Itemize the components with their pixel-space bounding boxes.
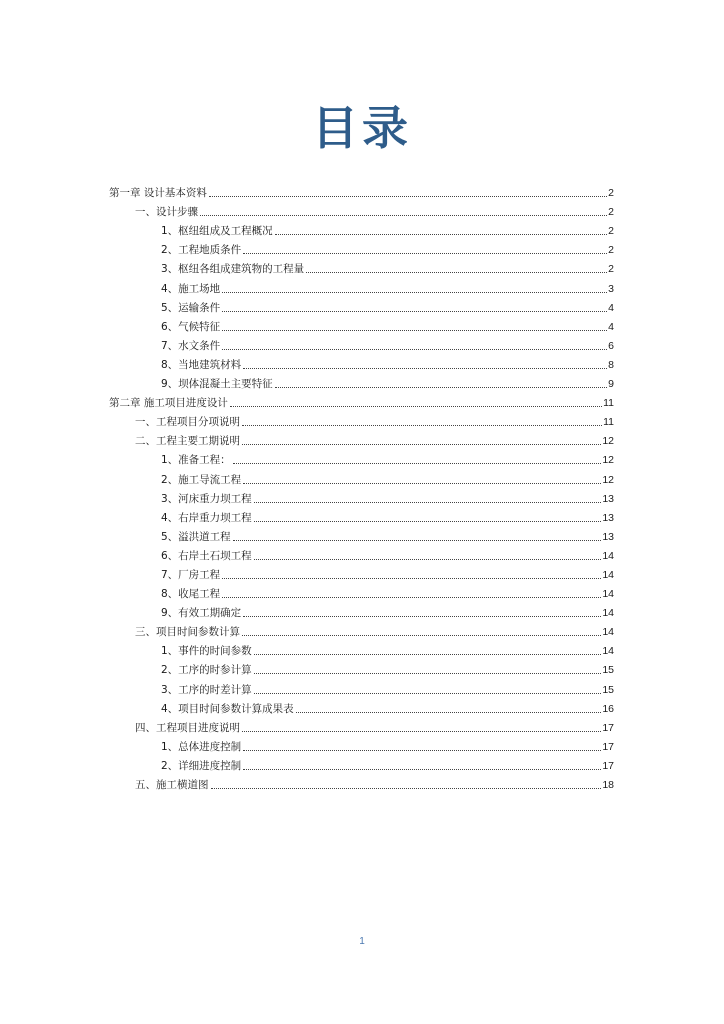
toc-entry-page: 3: [608, 282, 614, 295]
dot-leader: [243, 252, 607, 254]
toc-entry-page: 15: [602, 683, 614, 696]
toc-entry-page: 14: [602, 607, 614, 620]
toc-entry[interactable]: [109, 257, 614, 276]
toc-entry[interactable]: [109, 582, 614, 601]
toc-entry[interactable]: [109, 620, 614, 639]
dot-leader: [200, 214, 607, 216]
dot-leader: [254, 653, 602, 655]
toc-entry-label: 2、详细进度控制: [161, 759, 242, 772]
toc-entry[interactable]: [109, 544, 614, 563]
dot-leader: [275, 233, 607, 235]
toc-entry-label: 7、厂房工程: [161, 568, 221, 581]
toc-entry[interactable]: [109, 697, 614, 716]
toc-entry[interactable]: [109, 200, 614, 219]
toc-entry[interactable]: [109, 601, 614, 620]
toc-entry[interactable]: [109, 181, 614, 200]
dot-leader: [222, 291, 607, 293]
toc-entry-page: 14: [602, 549, 614, 562]
toc-entry-page: 13: [602, 530, 614, 543]
toc-entry-page: 13: [602, 511, 614, 524]
toc-entry-label: 三、项目时间参数计算: [135, 626, 240, 639]
toc-entry-label: 一、工程项目分项说明: [135, 416, 240, 429]
dot-leader: [243, 367, 607, 369]
toc-entry-label: 第一章 设计基本资料: [109, 187, 207, 200]
dot-leader: [242, 634, 601, 636]
toc-entry[interactable]: [109, 467, 614, 486]
dot-leader: [275, 386, 607, 388]
toc-entry-page: 12: [602, 473, 614, 486]
toc-entry[interactable]: [109, 716, 614, 735]
dot-leader: [242, 443, 601, 445]
dot-leader: [254, 672, 602, 674]
toc-entry-label: 7、水文条件: [161, 339, 221, 352]
toc-entry[interactable]: [109, 487, 614, 506]
toc-entry-page: 15: [602, 664, 614, 677]
toc-entry[interactable]: [109, 276, 614, 295]
toc-entry-page: 2: [608, 206, 614, 219]
toc-entry-label: 5、运输条件: [161, 301, 221, 314]
toc-entry-label: 6、气候特征: [161, 320, 221, 333]
toc-entry-label: 2、工序的时参计算: [161, 664, 252, 677]
toc-entry-label: 9、坝体混凝土主要特征: [161, 378, 273, 391]
toc-entry[interactable]: [109, 353, 614, 372]
toc-entry[interactable]: [109, 773, 614, 792]
toc-entry-page: 2: [608, 225, 614, 238]
toc-entry-page: 14: [602, 645, 614, 658]
table-of-contents: [109, 181, 614, 792]
toc-entry[interactable]: [109, 429, 614, 448]
toc-entry[interactable]: [109, 506, 614, 525]
dot-leader: [222, 577, 601, 579]
dot-leader: [233, 539, 602, 541]
toc-entry-label: 5、溢洪道工程: [161, 530, 231, 543]
dot-leader: [233, 462, 602, 464]
toc-entry-label: 1、事件的时间参数: [161, 645, 252, 658]
toc-entry-label: 四、工程项目进度说明: [135, 721, 240, 734]
toc-entry[interactable]: [109, 639, 614, 658]
toc-entry-page: 2: [608, 263, 614, 276]
toc-entry-label: 3、河床重力坝工程: [161, 492, 252, 505]
dot-leader: [254, 692, 602, 694]
toc-entry-label: 4、右岸重力坝工程: [161, 511, 252, 524]
toc-entry-label: 2、工程地质条件: [161, 244, 242, 257]
dot-leader: [230, 405, 602, 407]
dot-leader: [254, 520, 602, 522]
dot-leader: [222, 596, 601, 598]
toc-entry-label: 2、施工导流工程: [161, 473, 242, 486]
toc-entry[interactable]: [109, 410, 614, 429]
toc-entry-label: 二、工程主要工期说明: [135, 435, 240, 448]
toc-entry[interactable]: [109, 448, 614, 467]
toc-entry-label: 一、设计步骤: [135, 206, 198, 219]
dot-leader: [222, 348, 607, 350]
toc-entry-page: 17: [602, 740, 614, 753]
dot-leader: [222, 310, 607, 312]
dot-leader: [306, 271, 607, 273]
toc-entry-label: 第二章 施工项目进度设计: [109, 397, 228, 410]
page-number: 1: [359, 936, 365, 947]
toc-entry[interactable]: [109, 677, 614, 696]
toc-entry-page: 12: [602, 454, 614, 467]
toc-entry-page: 18: [602, 779, 614, 791]
dot-leader: [243, 768, 601, 770]
toc-entry-label: 五、施工横道图: [135, 779, 209, 791]
dot-leader: [242, 730, 601, 732]
toc-entry-page: 4: [608, 320, 614, 333]
dot-leader: [243, 482, 601, 484]
toc-entry[interactable]: [109, 238, 614, 257]
dot-leader: [254, 558, 602, 560]
toc-entry-page: 12: [602, 435, 614, 448]
toc-entry[interactable]: [109, 315, 614, 334]
toc-entry[interactable]: [109, 754, 614, 773]
toc-entry-label: 3、枢纽各组成建筑物的工程量: [161, 263, 305, 276]
toc-entry-page: 6: [608, 339, 614, 352]
toc-entry-label: 6、右岸土石坝工程: [161, 549, 252, 562]
toc-entry-page: 14: [602, 588, 614, 601]
toc-entry-page: 11: [603, 397, 614, 410]
toc-entry[interactable]: [109, 334, 614, 353]
toc-entry-label: 4、施工场地: [161, 282, 221, 295]
toc-entry-page: 4: [608, 301, 614, 314]
dot-leader: [211, 787, 602, 789]
toc-entry[interactable]: [109, 372, 614, 391]
dot-leader: [243, 615, 601, 617]
toc-entry-label: 1、准备工程：: [161, 454, 231, 467]
dot-leader: [222, 329, 607, 331]
toc-entry[interactable]: [109, 563, 614, 582]
toc-entry-label: 4、项目时间参数计算成果表: [161, 702, 294, 715]
dot-leader: [243, 749, 601, 751]
toc-entry-label: 1、枢纽组成及工程概况: [161, 225, 273, 238]
toc-entry-label: 3、工序的时差计算: [161, 683, 252, 696]
toc-entry[interactable]: [109, 658, 614, 677]
toc-entry-label: 1、总体进度控制: [161, 740, 242, 753]
toc-entry-page: 2: [608, 187, 614, 200]
dot-leader: [296, 711, 602, 713]
page-title: 目录: [312, 101, 412, 155]
toc-entry[interactable]: [109, 391, 614, 410]
toc-entry-page: 9: [608, 378, 614, 391]
toc-entry-label: 8、当地建筑材料: [161, 358, 242, 371]
dot-leader: [254, 501, 602, 503]
toc-entry-label: 8、收尾工程: [161, 588, 221, 601]
dot-leader: [242, 424, 602, 426]
toc-entry-page: 14: [602, 568, 614, 581]
toc-entry[interactable]: [109, 525, 614, 544]
toc-entry-page: 17: [602, 759, 614, 772]
toc-entry-page: 16: [602, 702, 614, 715]
toc-entry-page: 17: [602, 721, 614, 734]
toc-entry-label: 9、有效工期确定: [161, 607, 242, 620]
toc-entry-page: 8: [608, 358, 614, 371]
toc-entry[interactable]: [109, 219, 614, 238]
dot-leader: [209, 195, 607, 197]
toc-entry-page: 14: [602, 626, 614, 639]
toc-entry-page: 11: [603, 416, 614, 429]
toc-entry-page: 2: [608, 244, 614, 257]
toc-entry-page: 13: [602, 492, 614, 505]
toc-entry[interactable]: [109, 735, 614, 754]
toc-entry[interactable]: [109, 296, 614, 315]
